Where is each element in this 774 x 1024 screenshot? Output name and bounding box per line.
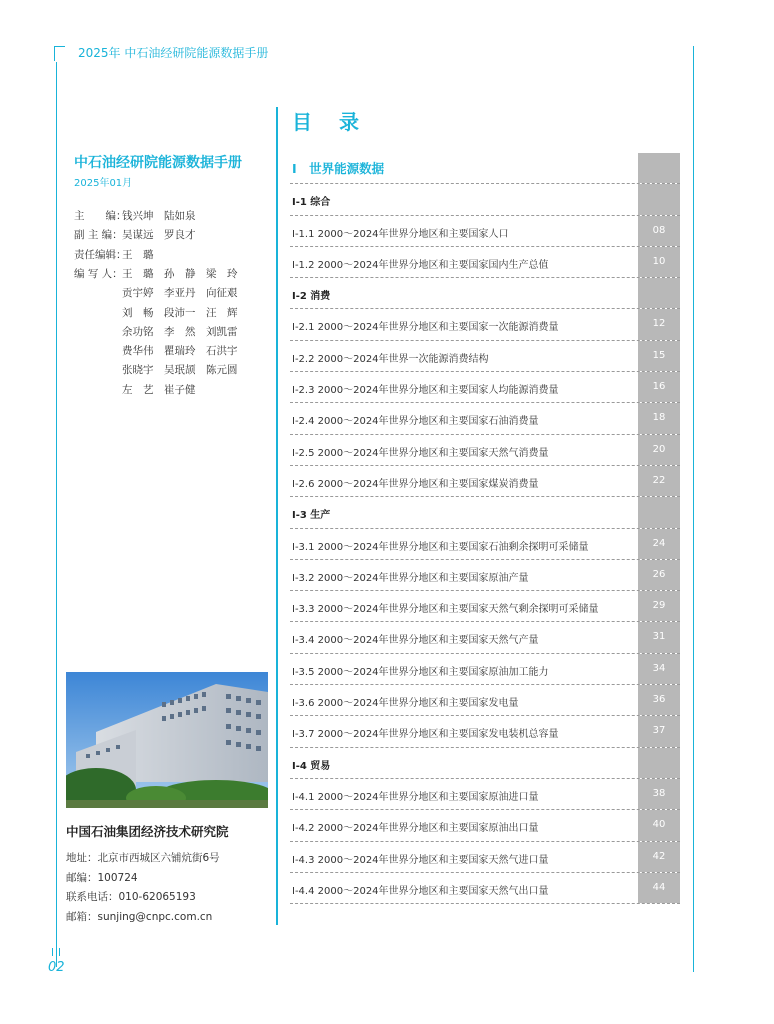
toc-section-heading bbox=[290, 153, 680, 183]
toc-group-heading bbox=[290, 183, 680, 214]
toc-entry-label: I-3.6 2000～2024年世界分地区和主要国家发电量 bbox=[292, 698, 519, 710]
credit-names: 王 璐 bbox=[122, 248, 154, 261]
contact-line: 联系电话：010-62065193 bbox=[66, 891, 196, 903]
toc-entry[interactable] bbox=[290, 371, 680, 402]
toc-entry-label: I 世界能源数据 bbox=[292, 161, 385, 176]
toc-page-number bbox=[638, 278, 680, 308]
toc-page-number: 12 bbox=[638, 309, 680, 339]
toc-entry[interactable] bbox=[290, 340, 680, 371]
credit-line bbox=[74, 247, 154, 262]
toc-entry-label: I-3.3 2000～2024年世界分地区和主要国家天然气剩余探明可采储量 bbox=[292, 604, 599, 616]
toc-page-number: 42 bbox=[638, 842, 680, 872]
credit-names: 刘 畅 段沛一 汪 辉 bbox=[122, 306, 238, 319]
credit-line bbox=[74, 382, 196, 397]
table-of-contents bbox=[290, 153, 680, 905]
credit-names: 王 璐 孙 静 梁 玲 bbox=[122, 267, 238, 280]
organization-name: 中国石油集团经济技术研究院 bbox=[66, 824, 229, 839]
toc-page-number: 36 bbox=[638, 685, 680, 715]
credit-line bbox=[74, 362, 238, 377]
toc-entry-label: I-4.1 2000～2024年世界分地区和主要国家原油进口量 bbox=[292, 791, 539, 803]
toc-bottom-rule bbox=[290, 903, 680, 905]
toc-page-number: 22 bbox=[638, 466, 680, 496]
credit-line bbox=[74, 324, 238, 339]
toc-entry-label: I-3.7 2000～2024年世界分地区和主要国家发电装机总容量 bbox=[292, 729, 559, 741]
toc-entry[interactable] bbox=[290, 809, 680, 840]
toc-entry-label: I-1.1 2000～2024年世界分地区和主要国家人口 bbox=[292, 228, 509, 240]
toc-group-heading bbox=[290, 277, 680, 308]
toc-entry-label: I-2.2 2000～2024年世界一次能源消费结构 bbox=[292, 353, 489, 365]
building-photo bbox=[66, 672, 268, 808]
toc-page-number: 10 bbox=[638, 247, 680, 277]
toc-entry-label: I-3.2 2000～2024年世界分地区和主要国家原油产量 bbox=[292, 572, 529, 584]
credit-line bbox=[74, 305, 238, 320]
toc-entry-label: I-3.5 2000～2024年世界分地区和主要国家原油加工能力 bbox=[292, 666, 549, 678]
credit-line bbox=[74, 343, 238, 358]
toc-page-number: 44 bbox=[638, 873, 680, 903]
toc-entry[interactable] bbox=[290, 434, 680, 465]
toc-group-heading bbox=[290, 747, 680, 778]
toc-entry[interactable] bbox=[290, 528, 680, 559]
toc-entry[interactable] bbox=[290, 308, 680, 339]
toc-entry-label: I-3 生产 bbox=[292, 510, 331, 522]
toc-page-number: 08 bbox=[638, 216, 680, 246]
toc-entry[interactable] bbox=[290, 715, 680, 746]
toc-entry-label: I-2.4 2000～2024年世界分地区和主要国家石油消费量 bbox=[292, 416, 539, 428]
right-margin-rule bbox=[693, 46, 694, 972]
credit-role: 责任编辑： bbox=[74, 248, 127, 261]
toc-page-number: 24 bbox=[638, 529, 680, 559]
contact-line: 邮编：100724 bbox=[66, 871, 138, 884]
toc-entry[interactable] bbox=[290, 841, 680, 872]
toc-entry[interactable] bbox=[290, 684, 680, 715]
toc-page-number: 15 bbox=[638, 341, 680, 371]
credit-role: 副 主 编： bbox=[74, 229, 123, 242]
page-number: 02 bbox=[48, 960, 65, 975]
toc-page-number: 29 bbox=[638, 591, 680, 621]
toc-page-number bbox=[638, 153, 680, 183]
toc-group-heading bbox=[290, 496, 680, 527]
book-title: 中石油经研院能源数据手册 bbox=[74, 155, 242, 171]
credit-names: 吴谋远 罗良才 bbox=[122, 229, 196, 242]
toc-page-number bbox=[638, 748, 680, 778]
toc-page-number bbox=[638, 497, 680, 527]
toc-entry-label: I-2.1 2000～2024年世界分地区和主要国家一次能源消费量 bbox=[292, 322, 559, 334]
toc-entry-label: I-3.1 2000～2024年世界分地区和主要国家石油剩余探明可采储量 bbox=[292, 541, 589, 553]
toc-entry[interactable] bbox=[290, 778, 680, 809]
credit-line bbox=[74, 266, 238, 281]
toc-page-number: 31 bbox=[638, 622, 680, 652]
credit-line bbox=[74, 208, 196, 223]
toc-page-number: 18 bbox=[638, 403, 680, 433]
toc-entry-label: I-2.3 2000～2024年世界分地区和主要国家人均能源消费量 bbox=[292, 385, 559, 397]
toc-page-number bbox=[638, 184, 680, 214]
toc-entry[interactable] bbox=[290, 246, 680, 277]
column-divider bbox=[276, 107, 278, 925]
toc-entry[interactable] bbox=[290, 872, 680, 903]
toc-page-number: 16 bbox=[638, 372, 680, 402]
credit-names: 贡宇婷 李亚丹 向征艰 bbox=[122, 287, 238, 300]
toc-page-number: 38 bbox=[638, 779, 680, 809]
credit-role: 主 编： bbox=[74, 210, 127, 222]
toc-title: 目 录 bbox=[292, 110, 369, 134]
toc-entry-label: I-4.3 2000～2024年世界分地区和主要国家天然气进口量 bbox=[292, 854, 549, 866]
toc-entry-label: I-4.2 2000～2024年世界分地区和主要国家原油出口量 bbox=[292, 823, 539, 835]
toc-page-number: 34 bbox=[638, 654, 680, 684]
contact-line: 邮箱：sunjing@cnpc.com.cn bbox=[66, 910, 213, 923]
toc-entry-label: I-1 综合 bbox=[292, 197, 331, 209]
toc-entry-label: I-2 消费 bbox=[292, 291, 331, 303]
credit-names: 余功铭 李 然 刘凯雷 bbox=[122, 325, 238, 338]
toc-entry-label: I-2.6 2000～2024年世界分地区和主要国家煤炭消费量 bbox=[292, 478, 539, 490]
publication-date: 2025年01月 bbox=[74, 178, 133, 189]
toc-entry-label: I-2.5 2000～2024年世界分地区和主要国家天然气消费量 bbox=[292, 447, 549, 459]
toc-page-number: 40 bbox=[638, 810, 680, 840]
toc-entry-label: I-3.4 2000～2024年世界分地区和主要国家天然气产量 bbox=[292, 635, 539, 647]
credit-role: 编 写 人： bbox=[74, 267, 123, 280]
toc-entry[interactable] bbox=[290, 590, 680, 621]
toc-entry[interactable] bbox=[290, 621, 680, 652]
toc-entry-label: I-4 贸易 bbox=[292, 760, 331, 772]
toc-entry-label: I-1.2 2000～2024年世界分地区和主要国家国内生产总值 bbox=[292, 259, 549, 271]
toc-entry[interactable] bbox=[290, 653, 680, 684]
page-number-mark bbox=[52, 948, 60, 956]
credit-names: 钱兴坤 陆如泉 bbox=[122, 210, 196, 222]
running-header-title: 2025年 中石油经研院能源数据手册 bbox=[78, 46, 269, 60]
toc-page-number: 26 bbox=[638, 560, 680, 590]
toc-page-number: 20 bbox=[638, 435, 680, 465]
toc-entry[interactable] bbox=[290, 215, 680, 246]
toc-page-number: 37 bbox=[638, 716, 680, 746]
contact-line: 地址：北京市西城区六铺炕街6号 bbox=[66, 852, 220, 864]
credit-names: 左 艺 崔子健 bbox=[122, 383, 196, 396]
credit-line bbox=[74, 285, 238, 300]
toc-entry[interactable] bbox=[290, 559, 680, 590]
toc-entry[interactable] bbox=[290, 465, 680, 496]
credit-names: 张晓宇 吴珉颉 陈元圆 bbox=[122, 364, 238, 377]
header-bracket-mark bbox=[54, 46, 65, 61]
toc-entry[interactable] bbox=[290, 402, 680, 433]
toc-entry-label: I-4.4 2000～2024年世界分地区和主要国家天然气出口量 bbox=[292, 885, 549, 897]
credit-line bbox=[74, 227, 196, 242]
credit-names: 费华伟 瞿瑞玲 石洪宇 bbox=[122, 345, 238, 358]
left-margin-rule bbox=[56, 62, 57, 967]
